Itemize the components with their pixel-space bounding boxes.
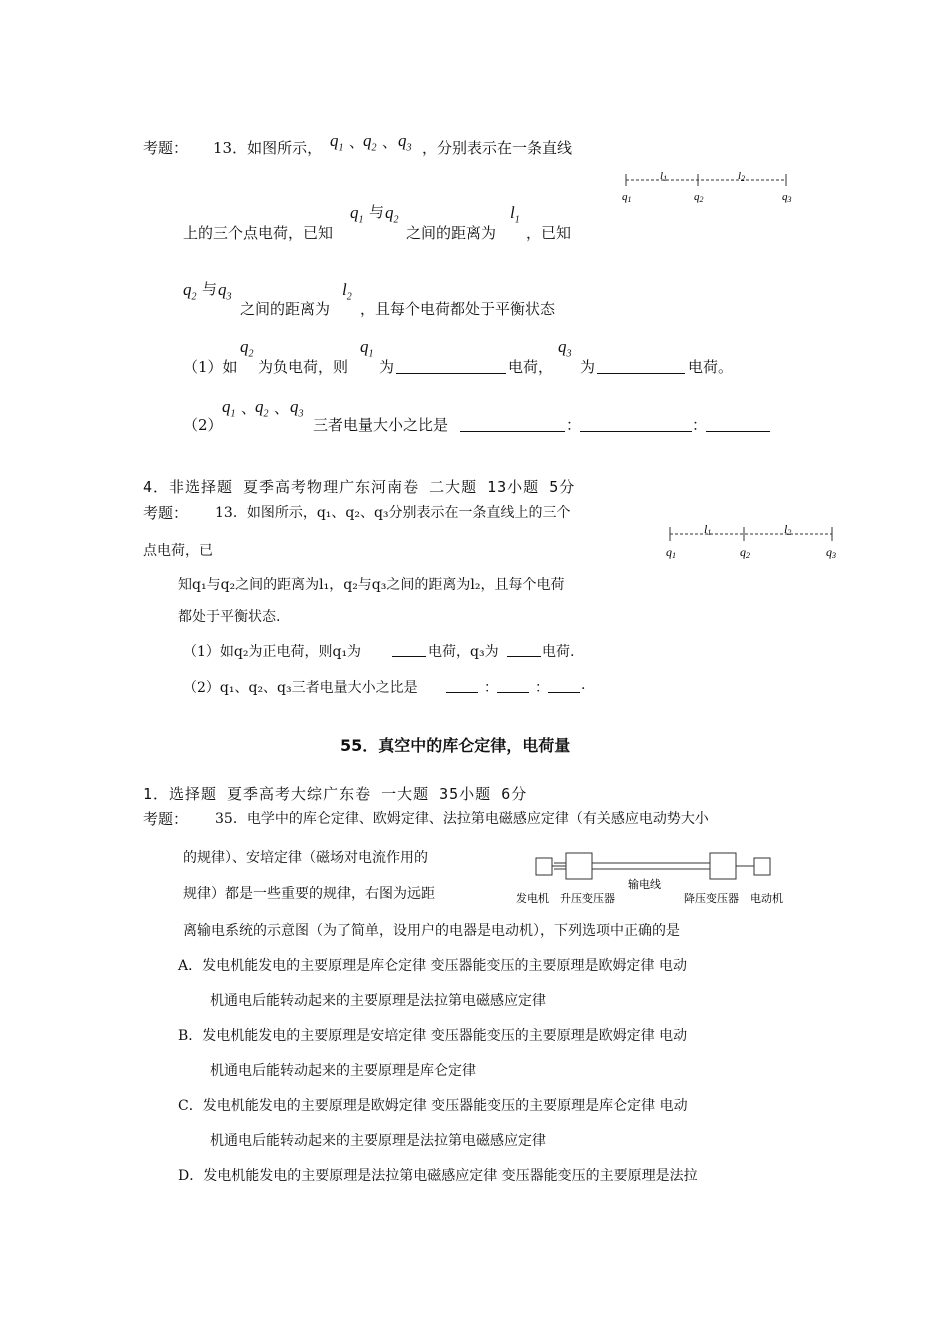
answer-blank-ratio-3[interactable] — [706, 417, 770, 432]
q1-part1-pre: （1）如 — [183, 358, 238, 376]
q1-part2-q2: $q_2$ — [255, 397, 269, 420]
q1-line3-l2: $l_2$ — [342, 280, 352, 303]
diagram1-q3: q3 — [782, 191, 792, 204]
option-a-line2: 机通电后能转动起来的主要原理是法拉第电磁感应定律 — [210, 993, 546, 1009]
option-b-line1[interactable]: B．发电机能发电的主要原理是安培定律 变压器能变压的主要原理是欧姆定律 电动 — [178, 1028, 688, 1044]
q1-sym-q3: $q_3$ — [398, 131, 412, 154]
q1-line2-q1: $q_1$ — [350, 203, 364, 226]
q1-line3-post: ，且每个电荷都处于平衡状态 — [360, 300, 556, 318]
q1b-label: 考题： — [143, 810, 189, 828]
q4-part1-c: 电荷. — [542, 644, 575, 660]
q1-line2-post: ，已知 — [526, 224, 572, 242]
step-down-transformer-box — [710, 853, 736, 879]
motor-label: 电动机 — [750, 892, 783, 905]
q1-sym-q2: $q_2$ — [363, 131, 377, 154]
q1-sep-1: 、 — [349, 133, 365, 151]
section-title: 55．真空中的库仑定律，电荷量 — [340, 736, 571, 755]
q1-sym-q1: $q_1$ — [330, 131, 344, 154]
q1-part2-q1: $q_1$ — [222, 397, 236, 420]
q1-line3-q2: $q_2$ — [183, 280, 197, 303]
q4-part2-colon1: ： — [484, 680, 498, 696]
q1-part2-colon2: ： — [692, 416, 708, 434]
q1-line2-l1: $l_1$ — [510, 203, 520, 226]
diagram2-l2: l2 — [784, 522, 792, 537]
motor-box — [754, 858, 770, 875]
q1-part1-charge1: 电荷， — [508, 358, 554, 376]
q1-line2-yu: 与 — [369, 203, 385, 221]
charge-line-diagram-2 — [660, 520, 845, 564]
q1-part1-charge2: 电荷。 — [688, 358, 734, 376]
q4-line2: 点电荷，已 — [143, 543, 213, 559]
q1-part1-q3: $q_3$ — [558, 337, 572, 360]
answer-blank-ratio-2[interactable] — [580, 417, 692, 432]
answer-blank-q1-charge[interactable] — [396, 359, 506, 374]
q4-line1: 13．如图所示，q₁、q₂、q₃分别表示在一条直线上的三个 — [215, 505, 571, 521]
answer-blank-q3-charge[interactable] — [597, 359, 685, 374]
q1-sep-2: 、 — [382, 133, 398, 151]
q1-line3-q3: $q_3$ — [218, 280, 232, 303]
q4-part1-b: 电荷，q₃为 — [428, 644, 499, 660]
q1-part2-text: 三者电量大小之比是 — [313, 416, 449, 434]
option-c-line2: 机通电后能转动起来的主要原理是法拉第电磁感应定律 — [210, 1133, 546, 1149]
q1-part1-q1: $q_1$ — [360, 337, 374, 360]
q1-line2-mid: 之间的距离为 — [406, 224, 497, 242]
transmission-diagram — [510, 850, 800, 910]
q1-line3-yu: 与 — [202, 280, 218, 298]
q1-intro: 13．如图所示， — [213, 139, 323, 157]
step-up-transformer-box — [566, 853, 592, 879]
q4-part2-colon2: ： — [535, 680, 549, 696]
q1b-line4: 离输电系统的示意图（为了简单，设用户的电器是电动机），下列选项中正确的是 — [183, 923, 680, 939]
q4-part2-end: . — [581, 677, 586, 693]
q1-after: ，分别表示在一条直线 — [422, 139, 573, 157]
q1-part1-neg: 为负电荷，则 — [258, 358, 349, 376]
diagram1-q1: q1 — [622, 191, 632, 204]
option-c-line1[interactable]: C．发电机能发电的主要原理是欧姆定律 变压器能变压的主要原理是库仑定律 电动 — [178, 1098, 688, 1114]
diagram2-q3: q3 — [826, 545, 836, 560]
diagram2-q2: q2 — [740, 545, 750, 560]
q1-line3-mid: 之间的距离为 — [240, 300, 331, 318]
generator-label: 发电机 — [516, 892, 549, 905]
q1b-line2: 的规律）、安培定律（磁场对电流作用的 — [183, 850, 428, 866]
answer-blank-q4-q1[interactable] — [392, 642, 426, 657]
diagram2-l1: l1 — [704, 522, 712, 537]
q4-label: 考题： — [143, 504, 189, 522]
answer-blank-q4-q3[interactable] — [507, 642, 541, 657]
q1-part2-q3: $q_3$ — [290, 397, 304, 420]
q4-part1-a: （1）如q₂为正电荷，则q₁为 — [183, 644, 362, 660]
answer-blank-q4-ratio-3[interactable] — [548, 678, 580, 693]
q1b-line1: 35．电学中的库仑定律、欧姆定律、法拉第电磁感应定律（有关感应电动势大小 — [215, 811, 709, 827]
q4-part2-a: （2）q₁、q₂、q₃三者电量大小之比是 — [183, 680, 418, 696]
q1b-line3: 规律）都是一些重要的规律，右图为远距 — [183, 886, 435, 902]
diagram2-q1: q1 — [666, 545, 676, 560]
answer-blank-q4-ratio-2[interactable] — [497, 678, 529, 693]
q1-part2-colon1: ： — [566, 416, 582, 434]
q1b-header: 1．选择题 夏季高考大综广东卷 一大题 35小题 6分 — [143, 785, 528, 803]
q1-part2-pre: （2） — [183, 416, 223, 434]
q4-header: 4．非选择题 夏季高考物理广东河南卷 二大题 13小题 5分 — [143, 478, 576, 496]
option-d-line1[interactable]: D．发电机能发电的主要原理是法拉第电磁感应定律 变压器能变压的主要原理是法拉 — [178, 1168, 698, 1184]
q1-part2-sep1: 、 — [241, 399, 257, 417]
answer-blank-q4-ratio-1[interactable] — [446, 678, 478, 693]
step-up-label: 升压变压器 — [560, 892, 615, 905]
q1-part1-wei2: 为 — [580, 358, 596, 376]
generator-box — [536, 858, 552, 875]
charge-line-diagram-1 — [618, 168, 803, 208]
answer-blank-ratio-1[interactable] — [460, 417, 565, 432]
q1-line2-pre: 上的三个点电荷，已知 — [183, 224, 334, 242]
q1-line2-q2: $q_2$ — [385, 203, 399, 226]
option-b-line2: 机通电后能转动起来的主要原理是库仑定律 — [210, 1063, 476, 1079]
q1-part2-sep2: 、 — [274, 399, 290, 417]
transmission-line-label: 输电线 — [628, 878, 661, 891]
q1-label: 考题： — [143, 139, 189, 157]
diagram1-l1: l1 — [660, 170, 668, 183]
step-down-label: 降压变压器 — [684, 892, 739, 905]
q4-line3: 知q₁与q₂之间的距离为l₁，q₂与q₃之间的距离为l₂，且每个电荷 — [178, 577, 565, 593]
option-a-line1[interactable]: A．发电机能发电的主要原理是库仑定律 变压器能变压的主要原理是欧姆定律 电动 — [178, 958, 688, 974]
diagram1-q2: q2 — [694, 191, 704, 204]
q1-part1-q2: $q_2$ — [240, 337, 254, 360]
diagram1-l2: l2 — [738, 170, 746, 183]
q1-part1-wei1: 为 — [379, 358, 395, 376]
q4-line4: 都处于平衡状态. — [178, 609, 281, 625]
